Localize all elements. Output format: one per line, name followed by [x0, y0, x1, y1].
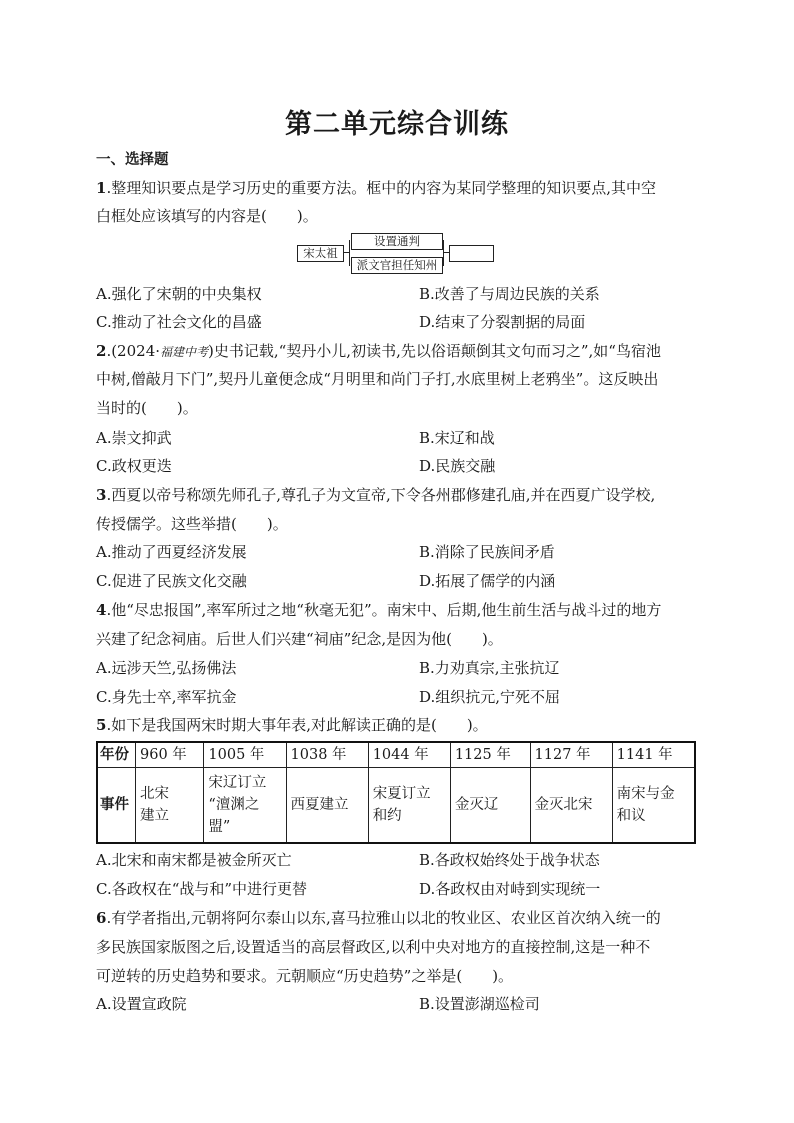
option-c[interactable]: C.政权更迭 — [96, 457, 172, 475]
question-1-line-2: 白框处应该填写的内容是( )。 — [96, 207, 318, 225]
option-c[interactable]: C.推动了社会文化的昌盛 — [96, 313, 262, 331]
question-4-options-row-2 — [96, 687, 561, 707]
question-3-line-2: 传授儒学。这些举措( )。 — [96, 515, 288, 533]
option-d[interactable]: D.组织抗元,宁死不屈 — [419, 688, 561, 706]
option-c[interactable]: C.各政权在“战与和”中进行更替 — [96, 880, 308, 898]
question-number: 5 — [96, 716, 107, 734]
question-text: .有学者指出,元朝将阿尔泰山以东,喜马拉雅山以北的牧业区、农业区首次纳入统一的 — [106, 909, 661, 927]
table-cell-event: 西夏建立 — [286, 768, 368, 844]
table-cell-event: 金灭北宋 — [530, 768, 612, 844]
option-b[interactable]: B.消除了民族间矛盾 — [419, 543, 555, 561]
question-2-options-row-1 — [96, 428, 495, 448]
table-cell-year: 1125 年 — [450, 742, 530, 768]
question-3-options-row-1 — [96, 542, 555, 562]
diagram-connector — [349, 240, 350, 266]
table-cell-event: 金灭辽 — [450, 768, 530, 844]
question-3-line-1 — [96, 485, 655, 505]
question-number: 2 — [96, 342, 107, 360]
question-number: 4 — [96, 601, 107, 619]
table-cell-event: 南宋与金 和议 — [612, 768, 695, 844]
question-2-options-row-2 — [96, 456, 496, 476]
question-6-line-3: 可逆转的历史趋势和要求。元朝顺应“历史趋势”之举是( )。 — [96, 967, 514, 985]
question-1-options-row-2 — [96, 312, 586, 332]
knowledge-diagram — [297, 232, 497, 276]
question-text: )史书记载,“契丹小儿,初读书,先以俗语颠倒其文句而习之”,如“鸟宿池 — [208, 342, 661, 360]
diagram-blank-box — [449, 245, 494, 262]
option-a[interactable]: A.崇文抑武 — [96, 429, 172, 447]
question-number: 1 — [96, 179, 107, 197]
question-6-options-row-1 — [96, 994, 540, 1014]
diagram-box-emperor: 宋太祖 — [297, 245, 344, 262]
table-cell-year: 1038 年 — [286, 742, 368, 768]
table-cell-year: 960 年 — [136, 742, 204, 768]
table-cell-event: 宋辽订立 “澶渊之 盟” — [204, 768, 286, 844]
diagram-box-top: 设置通判 — [351, 233, 443, 250]
option-b[interactable]: B.宋辽和战 — [419, 429, 495, 447]
question-5-line-1 — [96, 715, 488, 735]
question-5-options-row-2 — [96, 879, 601, 899]
question-4-line-2: 兴建了纪念祠庙。后世人们兴建“祠庙”纪念,是因为他( )。 — [96, 630, 503, 648]
question-3-options-row-2 — [96, 571, 556, 591]
question-2-line-1 — [96, 341, 661, 362]
option-d[interactable]: D.结束了分裂割据的局面 — [419, 313, 586, 331]
question-text: .他“尽忠报国”,率军所过之地“秋毫无犯”。南宋中、后期,他生前生活与战斗过的地方 — [106, 601, 662, 619]
section-heading: 一、选择题 — [96, 152, 169, 168]
question-number: 6 — [96, 909, 107, 927]
option-b[interactable]: B.设置澎湖巡检司 — [419, 995, 540, 1013]
diagram-box-bottom: 派文官担任知州 — [351, 257, 443, 274]
question-6-line-2: 多民族国家版图之后,设置适当的高层督政区,以利中央对地方的直接控制,这是一种不 — [96, 938, 651, 956]
option-b[interactable]: B.各政权始终处于战争状态 — [419, 851, 600, 869]
question-text: .西夏以帝号称颂先师孔子,尊孔子为文宣帝,下令各州郡修建孔庙,并在西夏广设学校, — [106, 486, 656, 504]
option-a[interactable]: A.设置宣政院 — [96, 995, 187, 1013]
table-cell-year: 1141 年 — [612, 742, 695, 768]
option-a[interactable]: A.远涉天竺,弘扬佛法 — [96, 659, 237, 677]
table-row-label: 年份 — [97, 742, 136, 768]
table-row-label: 事件 — [97, 768, 136, 844]
option-b[interactable]: B.力劝真宗,主张抗辽 — [419, 659, 560, 677]
option-d[interactable]: D.各政权由对峙到实现统一 — [419, 880, 601, 898]
page-title: 第二单元综合训练 — [285, 109, 509, 140]
question-6-line-1 — [96, 908, 661, 928]
question-1-line-1 — [96, 178, 656, 198]
question-4-options-row-1 — [96, 658, 560, 678]
question-5-options-row-1 — [96, 850, 600, 870]
question-number: 3 — [96, 486, 107, 504]
option-d[interactable]: D.民族交融 — [419, 457, 496, 475]
table-cell-event: 宋夏订立 和约 — [368, 768, 450, 844]
option-a[interactable]: A.推动了西夏经济发展 — [96, 543, 247, 561]
table-row-events — [97, 768, 695, 844]
option-b[interactable]: B.改善了与周边民族的关系 — [419, 285, 600, 303]
option-d[interactable]: D.拓展了儒学的内涵 — [419, 572, 556, 590]
table-cell-year: 1005 年 — [204, 742, 286, 768]
option-a[interactable]: A.北宋和南宋都是被金所灭亡 — [96, 851, 292, 869]
table-cell-year: 1044 年 — [368, 742, 450, 768]
question-text: .整理知识要点是学习历史的重要方法。框中的内容为某同学整理的知识要点,其中空 — [106, 179, 656, 197]
question-2-line-3: 当时的( )。 — [96, 399, 198, 417]
option-c[interactable]: C.促进了民族文化交融 — [96, 572, 247, 590]
table-row-years — [97, 742, 695, 768]
timeline-table — [96, 741, 696, 844]
question-4-line-1 — [96, 600, 661, 620]
table-cell-year: 1127 年 — [530, 742, 612, 768]
question-2-line-2: 中树,僧敲月下门”,契丹儿童便念成“月明里和尚门子打,水底里树上老鸦坐”。这反映出 — [96, 370, 659, 388]
table-cell-event: 北宋 建立 — [136, 768, 204, 844]
question-source: 福建中考 — [160, 345, 209, 359]
question-prefix: .(2024· — [106, 342, 160, 360]
question-text: .如下是我国两宋时期大事年表,对此解读正确的是( )。 — [106, 716, 488, 734]
option-c[interactable]: C.身先士卒,率军抗金 — [96, 688, 237, 706]
option-a[interactable]: A.强化了宋朝的中央集权 — [96, 285, 262, 303]
question-1-options-row-1 — [96, 284, 600, 304]
